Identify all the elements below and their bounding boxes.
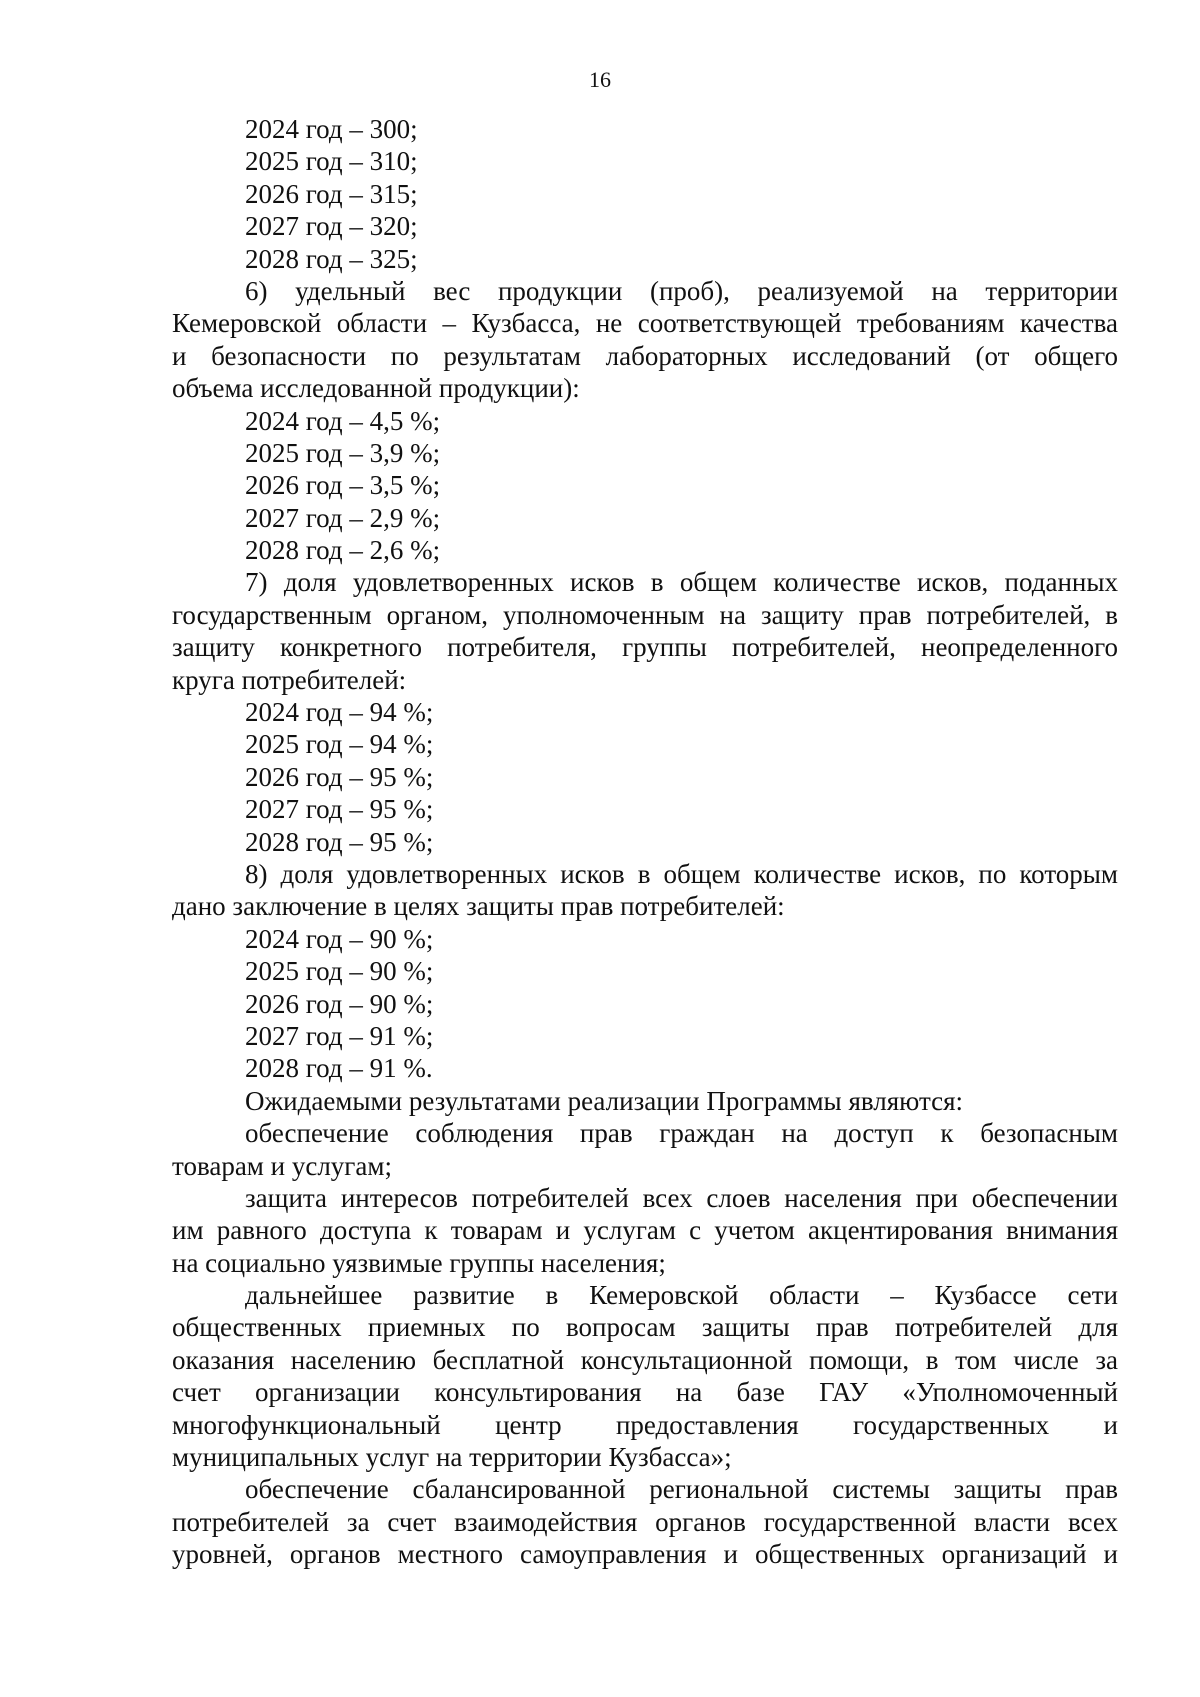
text-line: 2027 год – 2,9 %; [245,502,441,533]
page-number: 16 [589,67,611,92]
text-line: 2027 год – 320; [245,211,418,242]
text-line: 2028 год – 325; [245,243,418,274]
text-line: им равного доступа к товарам и услугам с учетом акцентирования внимания [172,1215,1118,1246]
text-line: товарам и услугам; [172,1150,392,1181]
text-line: оказания населению бесплатной консультационной помощи, в том числе за [172,1344,1118,1375]
text-line: 2026 год – 90 %; [245,988,434,1019]
text-line: Ожидаемыми результатами реализации Программы являются: [245,1085,963,1116]
text-line: дано заключение в целях защиты прав потребителей: [172,891,785,922]
text-line: государственным органом, уполномоченным на защиту прав потребителей, в [172,599,1118,630]
text-line: 2024 год – 300; [245,114,418,144]
text-line: круга потребителей: [172,664,407,695]
text-line: дальнейшее развитие в Кемеровской области – Кузбассе сети [245,1280,1118,1311]
text-line: счет организации консультирования на базе ГАУ «Уполномоченный [172,1377,1118,1408]
text-line: 2025 год – 310; [245,146,418,177]
text-line: 2025 год – 90 %; [245,956,434,987]
text-line: 7) доля удовлетворенных исков в общем количестве исков, поданных [245,567,1118,598]
text-line: 2026 год – 315; [245,178,418,209]
text-line: многофункциональный центр предоставления государственных и [172,1409,1118,1440]
text-line: 8) доля удовлетворенных исков в общем количестве исков, по которым [245,858,1118,889]
text-line: защиту конкретного потребителя, группы потребителей, неопределенного [172,632,1118,663]
text-line: 2028 год – 95 %; [245,826,434,857]
text-line: защита интересов потребителей всех слоев населения при обеспечении [245,1182,1118,1213]
text-line: потребителей за счет взаимодействия органов государственной власти всех [172,1506,1118,1537]
text-line: и безопасности по результатам лабораторных исследований (от общего [172,340,1118,371]
text-line: 2026 год – 3,5 %; [245,470,441,501]
text-line: уровней, органов местного самоуправления и общественных организаций и [172,1539,1118,1570]
text-line: 2028 год – 91 %. [245,1053,433,1084]
text-line: 6) удельный вес продукции (проб), реализуемой на территории [245,275,1118,306]
text-line: 2025 год – 94 %; [245,729,434,760]
text-line: 2028 год – 2,6 %; [245,535,441,566]
text-line: обеспечение сбалансированной региональной системы защиты прав [245,1474,1118,1505]
text-line: объема исследованной продукции): [172,373,580,404]
text-line: 2024 год – 4,5 %; [245,405,441,436]
text-line: 2024 год – 90 %; [245,923,434,954]
text-line: 2026 год – 95 %; [245,761,434,792]
text-line: 2027 год – 95 %; [245,794,434,825]
text-line: на социально уязвимые группы населения; [172,1247,666,1278]
text-line: 2027 год – 91 %; [245,1020,434,1051]
text-line: 2024 год – 94 %; [245,697,434,728]
text-line: Кемеровской области – Кузбасса, не соответствующей требованиям качества [172,308,1118,339]
text-line: 2025 год – 3,9 %; [245,437,441,468]
document-body [172,113,1118,1571]
text-line: общественных приемных по вопросам защиты прав потребителей для [172,1312,1118,1343]
text-line: муниципальных услуг на территории Кузбасса»; [172,1442,732,1473]
text-line: обеспечение соблюдения прав граждан на доступ к безопасным [245,1118,1118,1149]
